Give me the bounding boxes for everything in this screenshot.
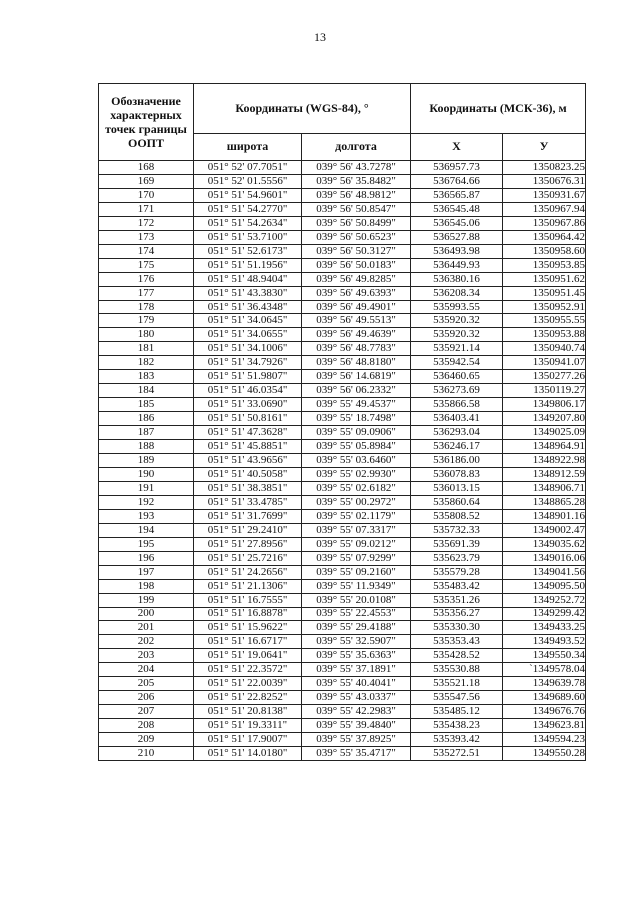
latitude-cell: 051° 51' 22.8252" xyxy=(194,691,302,705)
y-cell: 1349689.60 xyxy=(503,691,586,705)
table-body xyxy=(99,161,586,761)
x-cell: 536186.00 xyxy=(411,454,503,468)
table-row xyxy=(99,607,586,621)
longitude-cell: 039° 55' 39.4840" xyxy=(302,719,411,733)
point-id: 210 xyxy=(99,747,194,761)
x-cell: 535691.39 xyxy=(411,537,503,551)
latitude-cell: 051° 51' 14.0180" xyxy=(194,747,302,761)
longitude-cell: 039° 56' 35.8482" xyxy=(302,174,411,188)
y-cell: 1349016.06 xyxy=(503,551,586,565)
longitude-cell: 039° 55' 00.2972" xyxy=(302,495,411,509)
x-cell: 535579.28 xyxy=(411,565,503,579)
table-row xyxy=(99,272,586,286)
table-row xyxy=(99,635,586,649)
point-id: 171 xyxy=(99,202,194,216)
longitude-cell: 039° 55' 11.9349" xyxy=(302,579,411,593)
y-cell: 1349002.47 xyxy=(503,523,586,537)
longitude-cell: 039° 55' 09.0212" xyxy=(302,537,411,551)
table-row xyxy=(99,398,586,412)
table-row xyxy=(99,509,586,523)
point-id: 208 xyxy=(99,719,194,733)
table-row xyxy=(99,356,586,370)
y-cell: 1350953.88 xyxy=(503,328,586,342)
longitude-cell: 039° 55' 03.6460" xyxy=(302,454,411,468)
x-cell: 535860.64 xyxy=(411,495,503,509)
point-id: 192 xyxy=(99,495,194,509)
latitude-cell: 051° 51' 50.8161" xyxy=(194,412,302,426)
longitude-cell: 039° 56' 49.4639" xyxy=(302,328,411,342)
point-id: 193 xyxy=(99,509,194,523)
latitude-cell: 051° 51' 24.2656" xyxy=(194,565,302,579)
latitude-cell: 051° 51' 45.8851" xyxy=(194,440,302,454)
x-cell: 536527.88 xyxy=(411,230,503,244)
point-id: 190 xyxy=(99,467,194,481)
longitude-cell: 039° 55' 35.6363" xyxy=(302,649,411,663)
point-id: 173 xyxy=(99,230,194,244)
x-cell: 536078.83 xyxy=(411,467,503,481)
y-cell: 1350955.55 xyxy=(503,314,586,328)
point-id: 188 xyxy=(99,440,194,454)
longitude-cell: 039° 56' 06.2332" xyxy=(302,384,411,398)
latitude-cell: 051° 51' 52.6173" xyxy=(194,244,302,258)
table-row xyxy=(99,677,586,691)
latitude-cell: 051° 51' 48.9404" xyxy=(194,272,302,286)
point-id: 175 xyxy=(99,258,194,272)
point-id: 168 xyxy=(99,161,194,175)
latitude-cell: 051° 51' 54.2770" xyxy=(194,202,302,216)
point-id: 176 xyxy=(99,272,194,286)
longitude-cell: 039° 55' 07.3317" xyxy=(302,523,411,537)
y-cell: `1349578.04 xyxy=(503,663,586,677)
x-cell: 535993.55 xyxy=(411,300,503,314)
y-cell: 1350953.85 xyxy=(503,258,586,272)
y-cell: 1349493.52 xyxy=(503,635,586,649)
point-id: 201 xyxy=(99,621,194,635)
y-cell: 1349041.56 xyxy=(503,565,586,579)
latitude-cell: 051° 51' 51.1956" xyxy=(194,258,302,272)
y-cell: 1348901.16 xyxy=(503,509,586,523)
table-row xyxy=(99,202,586,216)
longitude-cell: 039° 56' 48.8180" xyxy=(302,356,411,370)
table-row xyxy=(99,733,586,747)
table-row xyxy=(99,314,586,328)
y-cell: 1350951.45 xyxy=(503,286,586,300)
point-id: 207 xyxy=(99,705,194,719)
longitude-cell: 039° 56' 48.9812" xyxy=(302,188,411,202)
table-row xyxy=(99,481,586,495)
table-row xyxy=(99,300,586,314)
x-cell: 535530.88 xyxy=(411,663,503,677)
latitude-cell: 051° 51' 27.8956" xyxy=(194,537,302,551)
y-cell: 1350823.25 xyxy=(503,161,586,175)
latitude-cell: 051° 51' 20.8138" xyxy=(194,705,302,719)
point-id: 203 xyxy=(99,649,194,663)
header-latitude: широта xyxy=(194,133,302,160)
latitude-cell: 051° 51' 33.0690" xyxy=(194,398,302,412)
x-cell: 535921.14 xyxy=(411,342,503,356)
latitude-cell: 051° 51' 47.3628" xyxy=(194,426,302,440)
point-id: 174 xyxy=(99,244,194,258)
x-cell: 536208.34 xyxy=(411,286,503,300)
y-cell: 1349550.34 xyxy=(503,649,586,663)
table-row xyxy=(99,328,586,342)
table-row xyxy=(99,565,586,579)
coordinates-table xyxy=(98,83,586,761)
longitude-cell: 039° 55' 29.4188" xyxy=(302,621,411,635)
point-id: 177 xyxy=(99,286,194,300)
table-row xyxy=(99,412,586,426)
latitude-cell: 051° 52' 07.7051" xyxy=(194,161,302,175)
longitude-cell: 039° 55' 22.4553" xyxy=(302,607,411,621)
latitude-cell: 051° 51' 25.7216" xyxy=(194,551,302,565)
table-row xyxy=(99,174,586,188)
latitude-cell: 051° 51' 54.9601" xyxy=(194,188,302,202)
x-cell: 535356.27 xyxy=(411,607,503,621)
x-cell: 536380.16 xyxy=(411,272,503,286)
latitude-cell: 051° 51' 29.2410" xyxy=(194,523,302,537)
longitude-cell: 039° 56' 49.6393" xyxy=(302,286,411,300)
point-id: 198 xyxy=(99,579,194,593)
x-cell: 535483.42 xyxy=(411,579,503,593)
x-cell: 535808.52 xyxy=(411,509,503,523)
y-cell: 1350967.94 xyxy=(503,202,586,216)
longitude-cell: 039° 55' 09.0906" xyxy=(302,426,411,440)
latitude-cell: 051° 51' 16.8878" xyxy=(194,607,302,621)
longitude-cell: 039° 55' 05.8984" xyxy=(302,440,411,454)
table-row xyxy=(99,719,586,733)
x-cell: 536493.98 xyxy=(411,244,503,258)
y-cell: 1348964.91 xyxy=(503,440,586,454)
latitude-cell: 051° 51' 34.1006" xyxy=(194,342,302,356)
x-cell: 535428.52 xyxy=(411,649,503,663)
table-row xyxy=(99,495,586,509)
y-cell: 1349550.28 xyxy=(503,747,586,761)
y-cell: 1348912.59 xyxy=(503,467,586,481)
x-cell: 536957.73 xyxy=(411,161,503,175)
header-wgs84: Координаты (WGS-84), ° xyxy=(194,84,411,134)
table-row xyxy=(99,691,586,705)
x-cell: 535438.23 xyxy=(411,719,503,733)
longitude-cell: 039° 56' 48.7783" xyxy=(302,342,411,356)
longitude-cell: 039° 56' 50.0183" xyxy=(302,258,411,272)
point-id: 209 xyxy=(99,733,194,747)
header-point-designation: Обозначение характерных точек границы ООПТ xyxy=(99,84,194,161)
longitude-cell: 039° 56' 43.7278" xyxy=(302,161,411,175)
table-row xyxy=(99,747,586,761)
x-cell: 536449.93 xyxy=(411,258,503,272)
latitude-cell: 051° 51' 19.0641" xyxy=(194,649,302,663)
latitude-cell: 051° 51' 22.0039" xyxy=(194,677,302,691)
y-cell: 1350952.91 xyxy=(503,300,586,314)
point-id: 180 xyxy=(99,328,194,342)
point-id: 181 xyxy=(99,342,194,356)
y-cell: 1349623.81 xyxy=(503,719,586,733)
y-cell: 1350951.62 xyxy=(503,272,586,286)
y-cell: 1350931.67 xyxy=(503,188,586,202)
point-id: 187 xyxy=(99,426,194,440)
point-id: 205 xyxy=(99,677,194,691)
point-id: 189 xyxy=(99,454,194,468)
longitude-cell: 039° 55' 07.9299" xyxy=(302,551,411,565)
latitude-cell: 051° 52' 01.5556" xyxy=(194,174,302,188)
point-id: 204 xyxy=(99,663,194,677)
y-cell: 1349207.80 xyxy=(503,412,586,426)
table-row xyxy=(99,244,586,258)
longitude-cell: 039° 55' 20.0108" xyxy=(302,593,411,607)
table-row xyxy=(99,370,586,384)
point-id: 170 xyxy=(99,188,194,202)
latitude-cell: 051° 51' 43.3830" xyxy=(194,286,302,300)
y-cell: 1350958.60 xyxy=(503,244,586,258)
y-cell: 1349252.72 xyxy=(503,593,586,607)
latitude-cell: 051° 51' 16.6717" xyxy=(194,635,302,649)
longitude-cell: 039° 56' 49.8285" xyxy=(302,272,411,286)
latitude-cell: 051° 51' 16.7555" xyxy=(194,593,302,607)
longitude-cell: 039° 55' 37.1891" xyxy=(302,663,411,677)
table-row xyxy=(99,188,586,202)
table-row xyxy=(99,663,586,677)
table-row xyxy=(99,216,586,230)
point-id: 206 xyxy=(99,691,194,705)
x-cell: 535866.58 xyxy=(411,398,503,412)
x-cell: 536460.65 xyxy=(411,370,503,384)
table-row xyxy=(99,384,586,398)
y-cell: 1349433.25 xyxy=(503,621,586,635)
x-cell: 535353.43 xyxy=(411,635,503,649)
latitude-cell: 051° 51' 34.0655" xyxy=(194,328,302,342)
header-x: X xyxy=(411,133,503,160)
latitude-cell: 051° 51' 31.7699" xyxy=(194,509,302,523)
table-row xyxy=(99,286,586,300)
y-cell: 1349095.50 xyxy=(503,579,586,593)
y-cell: 1350941.07 xyxy=(503,356,586,370)
longitude-cell: 039° 55' 02.9930" xyxy=(302,467,411,481)
point-id: 197 xyxy=(99,565,194,579)
table-row xyxy=(99,551,586,565)
x-cell: 535330.30 xyxy=(411,621,503,635)
longitude-cell: 039° 56' 49.5513" xyxy=(302,314,411,328)
x-cell: 536545.48 xyxy=(411,202,503,216)
y-cell: 1350964.42 xyxy=(503,230,586,244)
point-id: 185 xyxy=(99,398,194,412)
longitude-cell: 039° 55' 35.4717" xyxy=(302,747,411,761)
table-row xyxy=(99,161,586,175)
longitude-cell: 039° 56' 50.3127" xyxy=(302,244,411,258)
table-row xyxy=(99,454,586,468)
latitude-cell: 051° 51' 38.3851" xyxy=(194,481,302,495)
latitude-cell: 051° 51' 46.0354" xyxy=(194,384,302,398)
y-cell: 1350119.27 xyxy=(503,384,586,398)
point-id: 172 xyxy=(99,216,194,230)
latitude-cell: 051° 51' 53.7100" xyxy=(194,230,302,244)
y-cell: 1350967.86 xyxy=(503,216,586,230)
longitude-cell: 039° 55' 43.0337" xyxy=(302,691,411,705)
latitude-cell: 051° 51' 17.9007" xyxy=(194,733,302,747)
x-cell: 536246.17 xyxy=(411,440,503,454)
y-cell: 1349594.23 xyxy=(503,733,586,747)
table-row xyxy=(99,649,586,663)
y-cell: 1348865.28 xyxy=(503,495,586,509)
x-cell: 535393.42 xyxy=(411,733,503,747)
table-row xyxy=(99,621,586,635)
point-id: 183 xyxy=(99,370,194,384)
longitude-cell: 039° 55' 49.4537" xyxy=(302,398,411,412)
point-id: 195 xyxy=(99,537,194,551)
longitude-cell: 039° 56' 49.4901" xyxy=(302,300,411,314)
x-cell: 535732.33 xyxy=(411,523,503,537)
page-number: 13 xyxy=(314,30,326,44)
x-cell: 536013.15 xyxy=(411,481,503,495)
table-row xyxy=(99,579,586,593)
x-cell: 535272.51 xyxy=(411,747,503,761)
longitude-cell: 039° 56' 50.8499" xyxy=(302,216,411,230)
x-cell: 535920.32 xyxy=(411,314,503,328)
latitude-cell: 051° 51' 15.9622" xyxy=(194,621,302,635)
longitude-cell: 039° 55' 32.5907" xyxy=(302,635,411,649)
table-row xyxy=(99,342,586,356)
x-cell: 535521.18 xyxy=(411,677,503,691)
longitude-cell: 039° 56' 14.6819" xyxy=(302,370,411,384)
latitude-cell: 051° 51' 54.2634" xyxy=(194,216,302,230)
y-cell: 1350940.74 xyxy=(503,342,586,356)
latitude-cell: 051° 51' 51.9807" xyxy=(194,370,302,384)
y-cell: 1350676.31 xyxy=(503,174,586,188)
point-id: 186 xyxy=(99,412,194,426)
table-row xyxy=(99,426,586,440)
point-id: 184 xyxy=(99,384,194,398)
y-cell: 1349676.76 xyxy=(503,705,586,719)
latitude-cell: 051° 51' 19.3311" xyxy=(194,719,302,733)
latitude-cell: 051° 51' 34.7926" xyxy=(194,356,302,370)
point-id: 200 xyxy=(99,607,194,621)
y-cell: 1349806.17 xyxy=(503,398,586,412)
longitude-cell: 039° 55' 42.2983" xyxy=(302,705,411,719)
point-id: 191 xyxy=(99,481,194,495)
longitude-cell: 039° 55' 09.2160" xyxy=(302,565,411,579)
longitude-cell: 039° 55' 40.4041" xyxy=(302,677,411,691)
table-row xyxy=(99,523,586,537)
longitude-cell: 039° 55' 02.6182" xyxy=(302,481,411,495)
point-id: 199 xyxy=(99,593,194,607)
x-cell: 536403.41 xyxy=(411,412,503,426)
latitude-cell: 051° 51' 40.5058" xyxy=(194,467,302,481)
latitude-cell: 051° 51' 34.0645" xyxy=(194,314,302,328)
y-cell: 1349035.62 xyxy=(503,537,586,551)
y-cell: 1349025.09 xyxy=(503,426,586,440)
longitude-cell: 039° 56' 50.6523" xyxy=(302,230,411,244)
header-msk36: Координаты (МСК-36), м xyxy=(411,84,586,134)
point-id: 178 xyxy=(99,300,194,314)
table-row xyxy=(99,537,586,551)
x-cell: 536545.06 xyxy=(411,216,503,230)
y-cell: 1348906.71 xyxy=(503,481,586,495)
x-cell: 535547.56 xyxy=(411,691,503,705)
longitude-cell: 039° 55' 37.8925" xyxy=(302,733,411,747)
table-row xyxy=(99,593,586,607)
header-y: У xyxy=(503,133,586,160)
point-id: 202 xyxy=(99,635,194,649)
point-id: 179 xyxy=(99,314,194,328)
table-row xyxy=(99,258,586,272)
y-cell: 1348922.98 xyxy=(503,454,586,468)
table-row xyxy=(99,230,586,244)
y-cell: 1349639.78 xyxy=(503,677,586,691)
x-cell: 535351.26 xyxy=(411,593,503,607)
x-cell: 536565.87 xyxy=(411,188,503,202)
point-id: 196 xyxy=(99,551,194,565)
x-cell: 535485.12 xyxy=(411,705,503,719)
point-id: 194 xyxy=(99,523,194,537)
point-id: 169 xyxy=(99,174,194,188)
y-cell: 1349299.42 xyxy=(503,607,586,621)
latitude-cell: 051° 51' 21.1306" xyxy=(194,579,302,593)
x-cell: 536293.04 xyxy=(411,426,503,440)
header-longitude: долгота xyxy=(302,133,411,160)
table-row xyxy=(99,705,586,719)
point-id: 182 xyxy=(99,356,194,370)
longitude-cell: 039° 55' 02.1179" xyxy=(302,509,411,523)
latitude-cell: 051° 51' 43.9656" xyxy=(194,454,302,468)
y-cell: 1350277.26 xyxy=(503,370,586,384)
table-row xyxy=(99,440,586,454)
longitude-cell: 039° 55' 18.7498" xyxy=(302,412,411,426)
x-cell: 535623.79 xyxy=(411,551,503,565)
latitude-cell: 051° 51' 36.4348" xyxy=(194,300,302,314)
table-row xyxy=(99,467,586,481)
x-cell: 535920.32 xyxy=(411,328,503,342)
latitude-cell: 051° 51' 33.4785" xyxy=(194,495,302,509)
x-cell: 535942.54 xyxy=(411,356,503,370)
x-cell: 536273.69 xyxy=(411,384,503,398)
latitude-cell: 051° 51' 22.3572" xyxy=(194,663,302,677)
longitude-cell: 039° 56' 50.8547" xyxy=(302,202,411,216)
x-cell: 536764.66 xyxy=(411,174,503,188)
